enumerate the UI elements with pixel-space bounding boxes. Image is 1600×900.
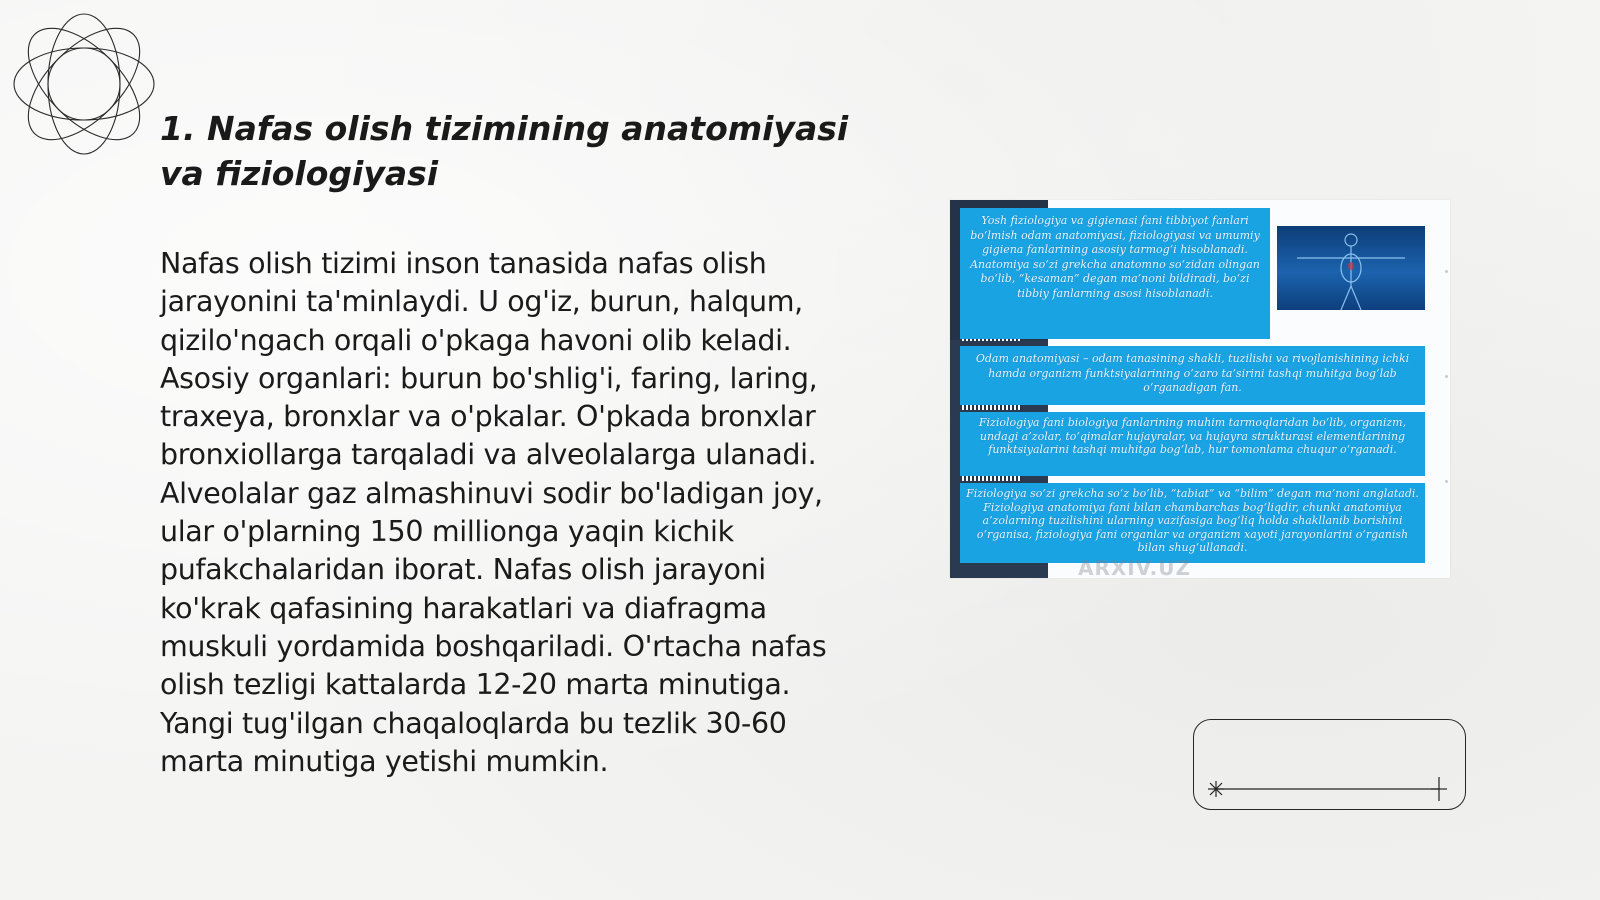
info-box-3: Fiziologiya fani biologiya fanlarining muhim tarmoqlaridan bo‘lib, organizm, undagi a’zolar, to‘qimalar hujayralar, va hujayra strukturasi elementlarining funktsiyalarini tashqi muhitga bog‘lab, hur tomonlama chuqur o‘rganadi.	[960, 412, 1425, 476]
info-box-4: Fiziologiya so‘zi grekcha so‘z bo‘lib, “tabiat” va “bilim” degan ma’noni anglatadi. Fiziologiya anatomiya fani bilan chambarchas bog‘liqdir, chunki anatomiya a’zolarning tuzilishini ularning vazifasiga bog‘liq holda shakllanib borishini o‘rganisa, fiziologiya fani organlar va organizm xayoti jarayonlarini o‘rganish bilan shug‘ullanadi.	[960, 483, 1425, 563]
decorative-card	[1193, 719, 1466, 810]
stripe-decoration	[962, 476, 1022, 481]
page-title	[160, 106, 860, 196]
side-dot	[1445, 270, 1448, 273]
watermark: ARXIV.UZ	[1078, 556, 1191, 578]
side-dot	[1445, 375, 1448, 378]
title-line-1: 1. Nafas olish tizimining anatomiyasi	[160, 109, 849, 148]
human-body-icon	[1277, 226, 1425, 310]
title-line-2: va fiziologiyasi	[160, 154, 439, 193]
infographic-image	[950, 200, 1450, 578]
info-box-1: Yosh fiziologiya va gigienasi fani tibbiyot fanlari bo‘lmish odam anatomiyasi, fiziologiyasi va umumiy gigiena fanlarining asosiy tarmog‘i hisoblanadi. Anatomiya so‘zi grekcha anatomno so‘zidan olingan bo‘lib, “kesaman” degan ma’noni bildiradi, bo‘zi tibbiy fanlarning asosi hisoblanadi.	[960, 208, 1270, 339]
body-paragraph: Nafas olish tizimi inson tanasida nafas olish jarayonini ta'minlaydi. U og'iz, burun, halqum, qizilo'ngach orqali o'pkaga havoni olib keladi. Asosiy organlari: burun bo'shlig'i, faring, laring, traxeya, bronxlar va o'pkalar. O'pkada bronxlar bronxiollarga tarqaladi va alveolalarga ulanadi. Alveolalar gaz almashinuvi sodir bo'ladigan joy, ular o'plarning 150 millionga yaqin kichik pufakchalaridan iborat. Nafas olish jarayoni ko'krak qafasining harakatlari va diafragma muskuli yordamida boshqariladi. O'rtacha nafas olish tezligi kattalarda 12-20 marta minutiga. Yangi tug'ilgan chaqaloqlarda bu tezlik 30-60 marta minutiga yetishi mumkin.	[160, 247, 827, 778]
stripe-decoration	[962, 405, 1022, 410]
sparkle-line-icon	[1193, 719, 1466, 810]
info-box-2: Odam anatomiyasi – odam tanasining shakli, tuzilishi va rivojlanishining ichki hamda organizm funktsiyalarining o‘zaro ta’sirini tashqi muhitga bog‘lab o‘rganadigan fan.	[960, 346, 1425, 405]
side-dot	[1445, 480, 1448, 483]
orbit-logo-icon	[10, 10, 158, 158]
